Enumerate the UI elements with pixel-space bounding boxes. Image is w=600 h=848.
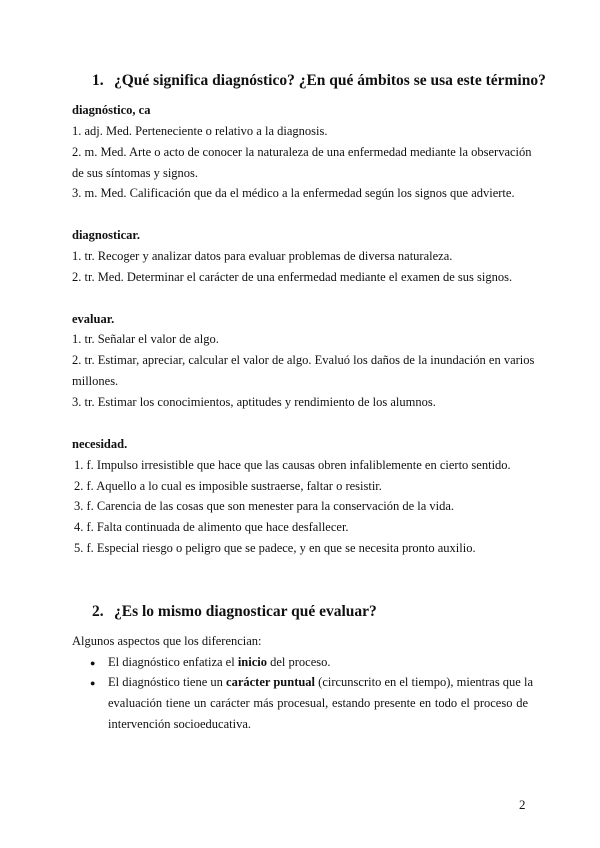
definition-line: 1. tr. Recoger y analizar datos para evaluar problemas de diversa naturaleza.: [72, 249, 453, 263]
definition-line: 3. f. Carencia de las cosas que son menester para la conservación de la vida.: [74, 499, 455, 513]
definition-line: 4. f. Falta continuada de alimento que hace desfallecer.: [74, 520, 349, 534]
bullet-1-text-after: del proceso.: [266, 655, 331, 669]
section-1-title: ¿Qué significa diagnóstico? ¿En qué ámbitos se usa este término?: [114, 72, 546, 89]
definition-line: 2. f. Aquello a lo cual es imposible sustraerse, faltar o resistir.: [74, 479, 382, 493]
bullet-2-text-after: (circunscrito en el tiempo), mientras que la: [315, 675, 534, 689]
bullet-item-2-line-3: intervención socioeducativa.: [108, 717, 251, 731]
definition-line: 2. tr. Med. Determinar el carácter de una enfermedad mediante el examen de sus signos.: [72, 270, 513, 284]
definition-line: 3. tr. Estimar los conocimientos, aptitudes y rendimiento de los alumnos.: [72, 395, 436, 409]
definition-line: 2. tr. Estimar, apreciar, calcular el valor de algo. Evaluó los daños de la inundación en varios: [72, 353, 535, 367]
definition-line: 3. m. Med. Calificación que da el médico a la enfermedad según los signos que advierte.: [72, 186, 515, 200]
bullet-item-1: [108, 655, 331, 670]
term-evaluar: evaluar.: [72, 312, 115, 326]
bullet-icon: ●: [90, 658, 96, 668]
section-2-title: ¿Es lo mismo diagnosticar qué evaluar?: [114, 603, 377, 620]
definition-line: 1. tr. Señalar el valor de algo.: [72, 332, 219, 346]
definition-line: 1. adj. Med. Perteneciente o relativo a la diagnosis.: [72, 124, 328, 138]
definition-line: de sus síntomas y signos.: [72, 166, 199, 180]
bullet-1-text-before: El diagnóstico enfatiza el: [108, 655, 238, 669]
section-2-number: 2.: [92, 603, 104, 620]
bullet-1-bold: inicio: [237, 655, 267, 669]
bullet-item-2-line-1: [108, 675, 534, 690]
term-necesidad: necesidad.: [72, 437, 128, 451]
definition-line: 1. f. Impulso irresistible que hace que las causas obren infaliblemente en cierto sentido.: [74, 458, 511, 472]
section-2-heading: [92, 603, 377, 621]
term-diagnosticar: diagnosticar.: [72, 228, 140, 242]
section-1-number: 1.: [92, 72, 104, 89]
term-diagnostico: diagnóstico, ca: [72, 103, 151, 117]
bullet-icon: ●: [90, 678, 96, 688]
bullet-item-2-line-2: evaluación tiene un carácter más procesual, estando presente en todo el proceso de: [108, 696, 528, 710]
bullet-2-bold: carácter puntual: [226, 675, 316, 689]
section-1-heading: [92, 72, 546, 90]
bullet-2-text-before: El diagnóstico tiene un: [108, 675, 227, 689]
page-number: 2: [519, 797, 526, 812]
definition-line: millones.: [72, 374, 119, 388]
definition-line: 5. f. Especial riesgo o peligro que se padece, y en que se necesita pronto auxilio.: [74, 541, 476, 555]
definition-line: 2. m. Med. Arte o acto de conocer la naturaleza de una enfermedad mediante la observación: [72, 145, 532, 159]
section-2-intro: Algunos aspectos que los diferencian:: [72, 634, 262, 648]
